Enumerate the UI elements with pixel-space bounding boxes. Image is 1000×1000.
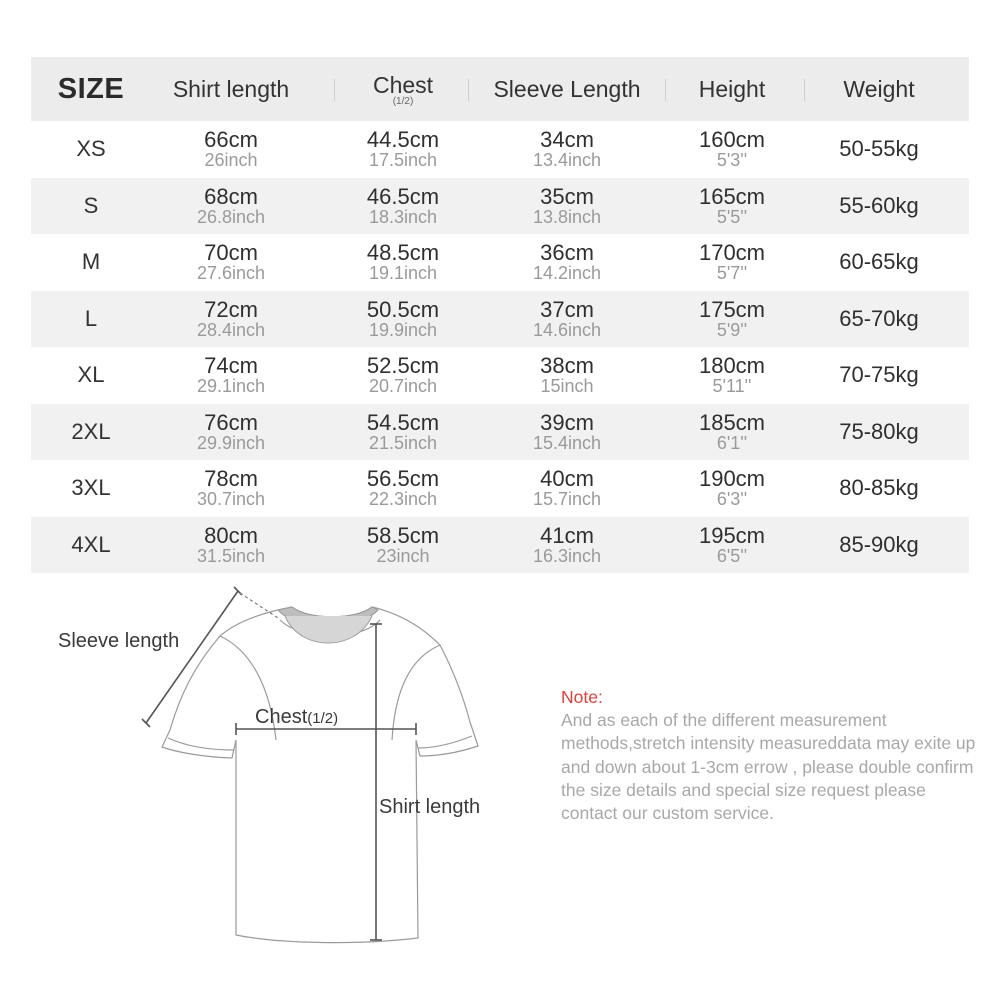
shirt-length-cm: 68cm [204, 183, 258, 209]
table-row [31, 517, 969, 574]
chest-cm: 52.5cm [366, 353, 440, 379]
chest-label-sub: (1/2) [307, 710, 339, 727]
row-height [699, 234, 765, 291]
height-ft: 5'11'' [712, 376, 752, 397]
height-ft: 5'9'' [716, 319, 748, 340]
row-shirt-length [197, 517, 265, 574]
chest-inch: 23inch [376, 545, 430, 566]
height-ft: 6'3'' [716, 489, 748, 510]
chest-inch: 22.3inch [368, 489, 438, 510]
shirt-length-inch: 26inch [204, 150, 258, 171]
chest-inch: 18.3inch [368, 206, 438, 227]
header-weight: Weight [843, 75, 915, 102]
chest-cm: 50.5cm [366, 296, 440, 322]
shirt-length-cm: 66cm [204, 127, 258, 153]
height-ft: 5'5'' [716, 206, 748, 227]
sleeve-length-label: Sleeve length [58, 630, 180, 652]
row-sleeve-length [533, 404, 601, 461]
row-height [699, 178, 765, 235]
row-chest [367, 347, 439, 404]
row-chest [367, 404, 439, 461]
shirt-length-inch: 31.5inch [196, 545, 266, 566]
row-height [699, 404, 765, 461]
sleeve-length-cm: 34cm [540, 127, 594, 153]
shirt-length-inch: 29.1inch [196, 376, 266, 397]
sleeve-length-cm: 36cm [540, 240, 594, 266]
row-size: 2XL [71, 418, 111, 444]
row-size: 4XL [71, 531, 111, 557]
sleeve-length-cm: 40cm [540, 466, 594, 492]
chest-inch: 19.1inch [368, 263, 438, 284]
table-row [31, 234, 969, 291]
note-title: Note: [561, 687, 603, 707]
row-weight: 75-80kg [839, 418, 919, 444]
header-chest-label: Chest [372, 71, 434, 98]
header-height: Height [698, 75, 766, 102]
row-sleeve-length [533, 291, 601, 348]
sleeve-length-cm: 38cm [540, 353, 594, 379]
row-height [699, 291, 765, 348]
note-box [561, 686, 981, 825]
row-sleeve-length [533, 517, 601, 574]
sleeve-length-cm: 35cm [540, 183, 594, 209]
header-chest-sub: (1/2) [392, 95, 414, 107]
row-weight: 85-90kg [839, 531, 919, 557]
row-height [699, 460, 765, 517]
height-ft: 6'5'' [716, 545, 748, 566]
row-weight: 60-65kg [839, 249, 919, 275]
header-chest [373, 57, 433, 121]
shirt-length-inch: 29.9inch [196, 432, 266, 453]
row-size: XS [76, 136, 106, 162]
row-size: XL [77, 362, 105, 388]
table-row [31, 178, 969, 235]
row-sleeve-length [533, 121, 601, 178]
table-row [31, 291, 969, 348]
shirt-length-inch: 27.6inch [196, 263, 266, 284]
height-cm: 180cm [698, 353, 766, 379]
row-size: L [84, 305, 98, 331]
row-shirt-length [197, 234, 265, 291]
shirt-length-cm: 74cm [204, 353, 258, 379]
chest-cm: 48.5cm [366, 240, 440, 266]
sleeve-length-inch: 13.8inch [532, 206, 602, 227]
row-shirt-length [197, 178, 265, 235]
sleeve-length-inch: 14.2inch [532, 263, 602, 284]
row-shirt-length [204, 121, 258, 178]
table-row [31, 404, 969, 461]
chest-cm: 56.5cm [366, 466, 440, 492]
height-cm: 165cm [698, 183, 766, 209]
table-header [31, 57, 969, 121]
shirt-length-label: Shirt length [379, 796, 481, 818]
row-weight: 70-75kg [839, 362, 919, 388]
chest-inch: 20.7inch [368, 376, 438, 397]
height-ft: 5'7'' [716, 263, 748, 284]
height-cm: 195cm [698, 522, 766, 548]
sleeve-length-inch: 13.4inch [532, 150, 602, 171]
shirt-length-cm: 80cm [204, 522, 258, 548]
height-cm: 190cm [698, 466, 766, 492]
height-cm: 160cm [698, 127, 766, 153]
chest-cm: 58.5cm [366, 522, 440, 548]
row-height [699, 121, 765, 178]
table-body [31, 121, 969, 573]
row-chest [367, 517, 439, 574]
header-divider [665, 79, 666, 101]
header-size: SIZE [57, 72, 125, 105]
table-row [31, 121, 969, 178]
sleeve-length-inch: 14.6inch [532, 319, 602, 340]
row-shirt-length [197, 347, 265, 404]
row-weight: 65-70kg [839, 305, 919, 331]
row-height [699, 347, 765, 404]
height-ft: 6'1'' [716, 432, 748, 453]
table-row [31, 347, 969, 404]
sleeve-length-inch: 15.4inch [532, 432, 602, 453]
header-divider [804, 79, 805, 101]
row-chest [367, 121, 439, 178]
note-text: And as each of the different measurement methods,stretch intensity measureddata may exite up and down about 1-3cm errow , please double confirm the size details and special size request please contact our custom service. [561, 710, 976, 824]
sleeve-length-cm: 41cm [540, 522, 594, 548]
height-cm: 175cm [698, 296, 766, 322]
header-divider [334, 79, 335, 101]
shirt-length-inch: 26.8inch [196, 206, 266, 227]
shirt-length-inch: 30.7inch [196, 489, 266, 510]
sleeve-length-cm: 37cm [540, 296, 594, 322]
height-cm: 170cm [698, 240, 766, 266]
row-weight: 80-85kg [839, 475, 919, 501]
chest-inch: 21.5inch [368, 432, 438, 453]
shirt-length-cm: 78cm [204, 466, 258, 492]
row-shirt-length [197, 460, 265, 517]
row-shirt-length [197, 291, 265, 348]
shirt-length-cm: 70cm [204, 240, 258, 266]
shirt-length-cm: 72cm [204, 296, 258, 322]
sleeve-length-inch: 15.7inch [532, 489, 602, 510]
chest-inch: 19.9inch [368, 319, 438, 340]
sleeve-length-inch: 15inch [540, 376, 594, 397]
chest-inch: 17.5inch [368, 150, 438, 171]
height-cm: 185cm [698, 409, 766, 435]
row-shirt-length [197, 404, 265, 461]
table-row [31, 460, 969, 517]
row-sleeve-length [540, 347, 594, 404]
row-chest [367, 291, 439, 348]
shirt-length-cm: 76cm [204, 409, 258, 435]
row-size: S [83, 192, 99, 218]
row-weight: 55-60kg [839, 192, 919, 218]
row-sleeve-length [533, 234, 601, 291]
row-chest [367, 234, 439, 291]
row-chest [367, 178, 439, 235]
chest-label-text: Chest [255, 706, 308, 728]
shirt-length-inch: 28.4inch [196, 319, 266, 340]
sleeve-length-cm: 39cm [540, 409, 594, 435]
row-size: 3XL [71, 475, 111, 501]
sleeve-length-inch: 16.3inch [532, 545, 602, 566]
header-shirt-length: Shirt length [172, 75, 290, 102]
header-sleeve-length: Sleeve Length [493, 75, 641, 102]
size-chart-table [31, 57, 969, 573]
row-size: M [81, 249, 101, 275]
row-chest [367, 460, 439, 517]
chest-cm: 44.5cm [366, 127, 440, 153]
chest-cm: 54.5cm [366, 409, 440, 435]
row-height [699, 517, 765, 574]
row-weight: 50-55kg [839, 136, 919, 162]
row-sleeve-length [533, 178, 601, 235]
row-sleeve-length [533, 460, 601, 517]
chest-label [255, 706, 338, 729]
header-divider [468, 79, 469, 101]
height-ft: 5'3'' [716, 150, 748, 171]
chest-cm: 46.5cm [366, 183, 440, 209]
